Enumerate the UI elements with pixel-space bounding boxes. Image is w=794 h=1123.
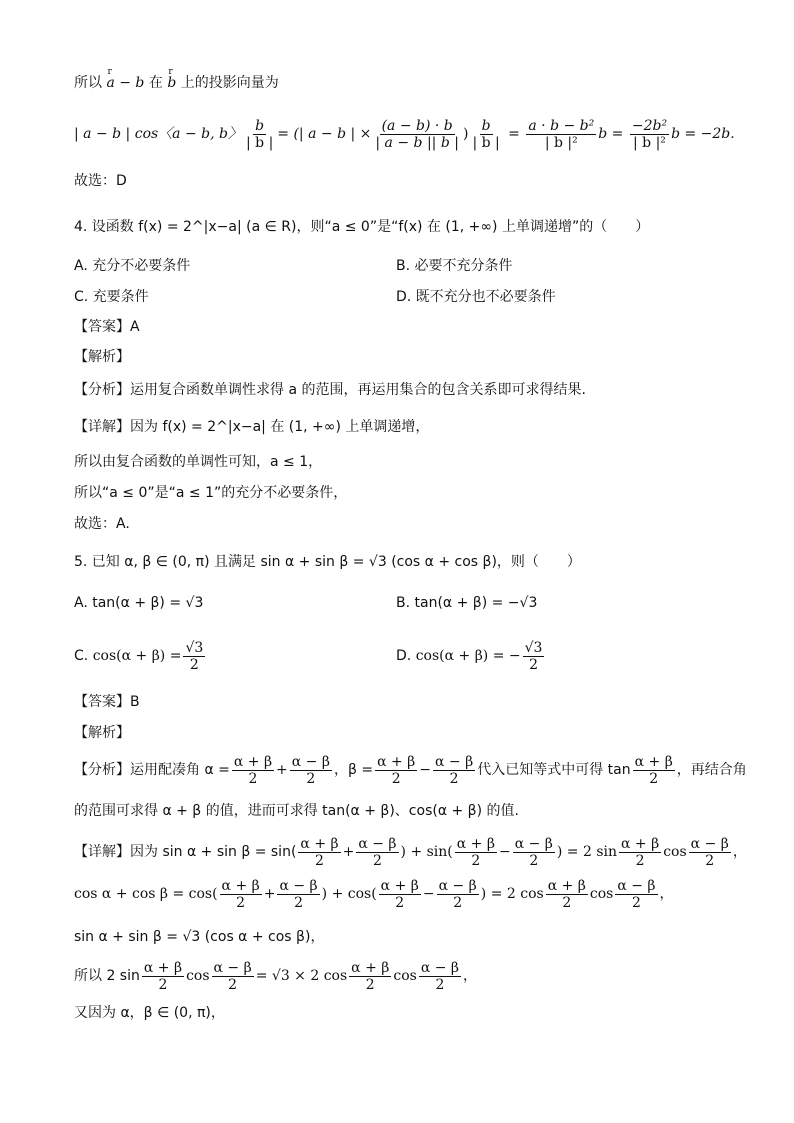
projection-formula: | a − b | cos〈a − b, b〉 $\frac{b}{| b |}$ = (| a − b | × $\frac{(a - b) \cdot b}{| a - b || b |}$ ) $\frac{b}{| b |}$ = $\frac{\text{a · b − b²}}{\text{| b |²}}$ b = $\frac{\text{−2b²}}{\text{| b |²}}$ b = −2b.	[74, 117, 735, 151]
q5-option-a: A. tan(α + β) = √3	[74, 595, 204, 611]
q5-option-c-expr: cos(α + β) =	[92, 648, 182, 664]
q5-detail-line3: sin α + sin β = √3 (cos α + cos β)，	[74, 929, 325, 945]
q5-analysis-line1: 【分析】运用配凑角 α = $\frac{\alpha + \beta}{2}$ + $\frac{\alpha - \beta}{2}$ ，β = $\frac{\alpha + \beta}{2}$ − $\frac{\alpha - \beta}{2}$ 代入已知等式中可得 tan $\frac{\alpha + \beta}{2}$ ，再结合角	[74, 753, 747, 787]
projection-intro-line	[74, 74, 279, 92]
q5-option-c-label: C.	[74, 648, 89, 664]
q5-analysis-c: 代入已知等式中可得 tan	[477, 762, 631, 778]
q5-option-c-frac	[183, 640, 205, 673]
q4-option-c: C. 充要条件	[74, 289, 149, 305]
q4-detail-2: 所以由复合函数的单调性可知，a ≤ 1，	[74, 454, 323, 470]
q5-detail-line4: 所以 2 sin $\frac{\alpha + \beta}{2}$ cos $\frac{\alpha - \beta}{2}$ = √3 × 2 cos $\frac{\alpha + \beta}{2}$ cos $\frac{\alpha - \beta}{2}$ ，	[74, 959, 478, 993]
formula-frac2	[526, 118, 596, 151]
q5-option-d-num: √3	[524, 639, 543, 656]
q5-analysis-frac2: $\frac{\alpha - \beta}{2}$	[291, 753, 330, 787]
q5-analysis-frac3: $\frac{\alpha + \beta}{2}$	[377, 753, 416, 787]
q4-detail-1: 【详解】因为 f(x) = 2^|x−a| 在 (1, +∞) 上单调递增，	[74, 419, 430, 435]
q4-choice: 故选：A.	[74, 516, 130, 532]
formula-b-over-2: b	[481, 117, 491, 134]
projection-intro-end: 上的投影向量为	[180, 75, 279, 91]
q4-analysis: 【分析】运用复合函数单调性求得 a 的范围，再运用集合的包含关系即可求得结果.	[74, 382, 586, 398]
formula-eq1: = (| a − b | ×	[277, 126, 372, 142]
q5-answer: 【答案】B	[74, 694, 140, 710]
q5-option-c	[74, 636, 207, 676]
formula-frac3	[630, 118, 669, 151]
q5-analysis-frac5: $\frac{\alpha + \beta}{2}$	[634, 753, 673, 787]
q5-analysis-b: ，β =	[333, 762, 374, 778]
projection-intro: 所以	[74, 75, 102, 91]
formula-tail: b = −2b.	[671, 126, 735, 142]
q5-analysis-a: 【分析】运用配凑角 α =	[74, 762, 230, 778]
q5-option-d-expr: cos(α + β) = −	[415, 648, 521, 664]
q5-stem: 5. 已知 α, β ∈ (0, π) 且满足 sin α + sin β = √3 (cos α + cos β)，则（ ）	[74, 554, 581, 570]
formula-b-over-norm	[244, 118, 275, 151]
projection-intro-vector: r a − b	[106, 74, 144, 92]
q4-answer: 【答案】A	[74, 319, 140, 335]
q5-analysis-head: 【解析】	[74, 725, 130, 741]
q5-option-d-den: 2	[529, 656, 538, 673]
q4-analysis-head: 【解析】	[74, 349, 130, 365]
formula-frac2-num: a · b − b²	[528, 117, 595, 134]
q5-option-d-frac	[523, 640, 545, 673]
q5-option-d-label: D.	[396, 648, 412, 664]
q5-detail-line5: 又因为 α，β ∈ (0, π)，	[74, 1005, 225, 1021]
formula-frac1-num: (a − b) · b	[381, 117, 453, 134]
formula-frac1-den: | a − b || b |	[375, 134, 459, 151]
q5-option-b: B. tan(α + β) = −√3	[396, 595, 538, 611]
formula-frac1	[373, 118, 461, 151]
formula-frac3-den: | b |²	[633, 134, 666, 151]
q5-analysis-frac1: $\frac{\alpha + \beta}{2}$	[233, 753, 273, 787]
q5-detail-line2: cos α + cos β = cos( $\frac{\alpha + \beta}{2}$ + $\frac{\alpha - \beta}{2}$ ) + cos( $\frac{\alpha + \beta}{2}$ − $\frac{\alpha - \beta}{2}$ ) = 2 cos $\frac{\alpha + \beta}{2}$ cos $\frac{\alpha - \beta}{2}$ ，	[74, 877, 674, 911]
q4-detail-3: 所以“a ≤ 0”是“a ≤ 1”的充分不必要条件，	[74, 485, 348, 501]
q5-analysis-frac4: $\frac{\alpha - \beta}{2}$	[435, 753, 474, 787]
formula-frac3-num: −2b²	[631, 117, 668, 134]
q5-option-c-den: 2	[189, 656, 199, 673]
projection-intro-b: r b	[167, 74, 176, 92]
q5-detail-line1: 【详解】因为 sin α + sin β = sin( $\frac{\alpha + \beta}{2}$ + $\frac{\alpha - \beta}{2}$ ) + sin( $\frac{\alpha + \beta}{2}$ − $\frac{\alpha - \beta}{2}$ ) = 2 sin $\frac{\alpha + \beta}{2}$ cos $\frac{\alpha - \beta}{2}$ ，	[74, 835, 747, 869]
formula-b-under: | b |	[245, 134, 274, 151]
formula-b-over-norm-2	[470, 118, 501, 151]
q4-option-a: A. 充分不必要条件	[74, 258, 191, 274]
projection-intro-mid: 在	[148, 75, 163, 91]
q4-option-b: B. 必要不充分条件	[396, 258, 513, 274]
projection-choice: 故选：D	[74, 173, 127, 189]
formula-b-under-2: | b |	[472, 134, 500, 151]
formula-left: | a − b | cos〈a − b, b〉	[74, 126, 242, 142]
q5-analysis-line2: 的范围可求得 α + β 的值，进而可求得 tan(α + β)、cos(α + β) 的值.	[74, 803, 519, 819]
formula-b-over: b	[255, 117, 265, 134]
q4-option-d: D. 既不充分也不必要条件	[396, 289, 556, 305]
formula-frac2-den: | b |²	[544, 134, 578, 151]
q5-option-c-num: √3	[185, 639, 204, 656]
formula-after-frac1: )	[462, 126, 469, 142]
q5-option-d	[396, 636, 546, 676]
q5-analysis-d: ，再结合角	[676, 762, 747, 778]
q4-stem: 4. 设函数 f(x) = 2^|x−a| (a ∈ R)，则“a ≤ 0”是“f(x) 在 (1, +∞) 上单调递增”的（ ）	[74, 219, 650, 235]
